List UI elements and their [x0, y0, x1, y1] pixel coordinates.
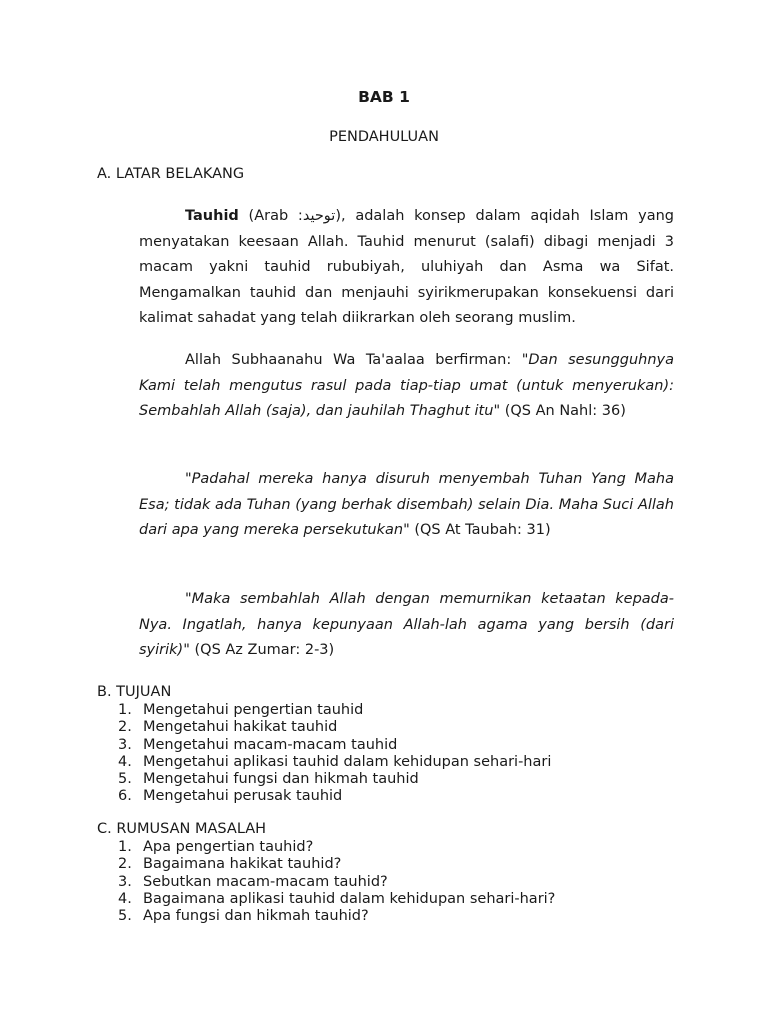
- list-item: [118, 856, 555, 873]
- item-text: Apa pengertian tauhid?: [143, 839, 314, 855]
- list-item: [118, 771, 551, 788]
- citation: " (QS An Nahl: 36): [493, 403, 626, 420]
- open-quote: ": [185, 471, 192, 487]
- item-text: Mengetahui pengertian tauhid: [143, 702, 364, 718]
- item-number: 6.: [118, 788, 132, 805]
- item-number: 1.: [118, 702, 132, 718]
- item-text: Mengetahui perusak tauhid: [143, 788, 343, 805]
- tujuan-list: [118, 702, 551, 806]
- paragraph-an-nahl: [139, 348, 674, 425]
- chapter-title: PENDAHULUAN: [329, 129, 439, 145]
- intro-text: Allah Subhaanahu Wa Ta'aalaa berfirman: ": [185, 352, 529, 368]
- item-text: Mengetahui fungsi dan hikmah tauhid: [143, 771, 419, 788]
- citation: " (QS Az Zumar: 2-3): [183, 642, 335, 659]
- arab-prefix: (Arab :: [238, 208, 303, 224]
- list-item: [118, 702, 551, 719]
- paragraph-az-zumar: [139, 587, 674, 664]
- item-number: 3.: [118, 736, 132, 753]
- item-text: Sebutkan macam-macam tauhid?: [143, 873, 388, 890]
- list-item: [118, 788, 551, 805]
- item-text: Mengetahui macam-macam tauhid: [143, 736, 398, 753]
- item-number: 5.: [118, 771, 132, 788]
- item-number: 3.: [118, 873, 132, 890]
- paragraph-text: ), adalah konsep dalam aqidah Islam yang menyatakan keesaan Allah. Tauhid menurut (salafi) dibagi menjadi 3 macam yakni tauhid rububiyah, uluhiyah dan Asma wa Sifat. Mengamalkan tauhid dan menjauhi syirikmerupakan konsekuensi dari kalimat sahadat yang telah diikrarkan oleh seorang muslim.: [139, 208, 674, 327]
- item-number: 5.: [118, 908, 132, 925]
- item-number: 2.: [118, 856, 132, 873]
- section-c-heading: C. RUMUSAN MASALAH: [97, 821, 267, 837]
- list-item: [118, 874, 555, 891]
- item-text: Mengetahui hakikat tauhid: [143, 719, 338, 736]
- item-text: Apa fungsi dan hikmah tauhid?: [143, 908, 369, 925]
- list-item: [118, 737, 551, 754]
- item-number: 4.: [118, 890, 132, 907]
- chapter-number: BAB 1: [358, 88, 410, 106]
- list-item: [118, 754, 551, 771]
- item-number: 2.: [118, 719, 132, 736]
- list-item: [118, 891, 555, 908]
- item-text: Mengetahui aplikasi tauhid dalam kehidupan sehari-hari: [143, 753, 552, 770]
- paragraph-at-taubah: [139, 467, 674, 544]
- rumusan-masalah-list: [118, 839, 555, 925]
- item-number: 4.: [118, 753, 132, 770]
- list-item: [118, 719, 551, 736]
- open-quote: ": [185, 591, 192, 607]
- section-b-heading: B. TUJUAN: [97, 684, 172, 700]
- quote-text: Dan sesungguhnya Kami telah mengutus rasul pada tiap-tiap umat (untuk menyerukan): Sembahlah Allah (saja), dan jauhilah Thaghut itu: [139, 352, 674, 420]
- paragraph-tauhid: [139, 204, 674, 332]
- term-tauhid: Tauhid: [185, 208, 239, 224]
- item-text: Bagaimana aplikasi tauhid dalam kehidupan sehari-hari?: [143, 890, 556, 907]
- citation: " (QS At Taubah: 31): [403, 522, 551, 539]
- quote-text: Padahal mereka hanya disuruh menyembah Tuhan Yang Maha Esa; tidak ada Tuhan (yang berhak disembah) selain Dia. Maha Suci Allah dari apa yang mereka persekutukan: [139, 471, 674, 539]
- section-a-heading: A. LATAR BELAKANG: [97, 166, 245, 182]
- quote-text: Maka sembahlah Allah dengan memurnikan ketaatan kepada-Nya. Ingatlah, hanya kepunyaan Allah-lah agama yang bersih (dari syirik): [139, 591, 674, 659]
- arabic-word: توحيد: [302, 208, 336, 224]
- item-text: Bagaimana hakikat tauhid?: [143, 856, 342, 873]
- item-number: 1.: [118, 839, 132, 855]
- list-item: [118, 908, 555, 925]
- list-item: [118, 839, 555, 856]
